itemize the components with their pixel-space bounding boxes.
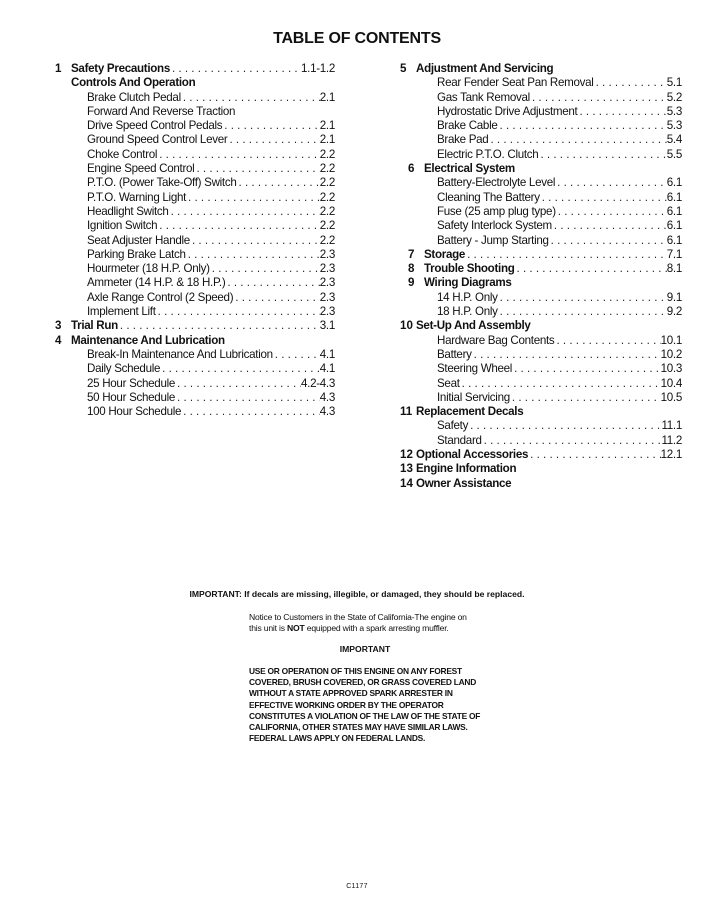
toc-leader-dots (175, 391, 320, 405)
toc-entry-label: Optional Accessories (416, 448, 529, 462)
toc-entry-page: 2.3 (319, 305, 335, 319)
toc-entry-page: 5.3 (666, 104, 682, 118)
toc-entry-page: 6.1 (666, 233, 682, 247)
toc-entry-page: 12.1 (660, 448, 682, 462)
toc-entry-page: 1.1-1.2 (301, 62, 335, 75)
toc-entry (55, 191, 335, 205)
toc-entry (55, 162, 335, 176)
toc-leader-dots (512, 362, 661, 376)
toc-leader-dots (594, 76, 667, 90)
toc-entry-number: 9 (408, 276, 415, 290)
toc-entry (400, 348, 682, 362)
toc-entry-label: Hourmeter (18 H.P. Only) (87, 262, 210, 276)
toc-leader-dots (157, 148, 320, 162)
toc-leader-dots (556, 205, 667, 219)
toc-entry (55, 219, 335, 233)
toc-entry-label: Axle Range Control (2 Speed) (87, 290, 234, 304)
toc-leader-dots (222, 119, 320, 133)
toc-entry-page: 4.1 (319, 347, 335, 361)
toc-entry (55, 291, 335, 305)
toc-leader-dots (549, 234, 667, 248)
toc-entry-page: 2.1 (319, 133, 335, 147)
california-notice-text (249, 612, 481, 634)
toc-entry-number: 11 (400, 405, 413, 419)
toc-entry (400, 262, 682, 276)
toc-leader-dots (538, 148, 666, 162)
notice-text-after: equipped with a spark arresting muffler. (304, 623, 449, 633)
toc-entry-page: 2.2 (319, 233, 335, 247)
toc-entry-label: Replacement Decals (416, 405, 524, 419)
toc-entry (400, 291, 682, 305)
toc-entry (400, 362, 682, 376)
toc-entry-page: 8.1 (666, 262, 682, 276)
toc-entry-page: 11.2 (661, 433, 682, 447)
toc-entry-label: Electric P.T.O. Clutch (437, 147, 539, 161)
toc-leader-dots (498, 305, 667, 319)
toc-entry-label: P.T.O. (Power Take-Off) Switch (87, 176, 237, 190)
toc-entry-page: 7.1 (666, 247, 682, 261)
toc-entry (400, 205, 682, 219)
toc-entry (400, 448, 682, 462)
toc-entry-page: 5.3 (666, 119, 682, 133)
toc-leader-dots (170, 62, 301, 76)
toc-entry-number: 4 (55, 333, 62, 347)
toc-entry (400, 105, 682, 119)
toc-entry-page: 10.1 (660, 333, 682, 347)
toc-left-column (55, 62, 335, 419)
toc-entry (55, 76, 335, 90)
toc-entry-page: 4.1 (319, 362, 335, 376)
toc-entry-label: Electrical System (424, 162, 515, 176)
toc-entry-label: Set-Up And Assembly (416, 319, 531, 333)
toc-entry-label: Battery-Electrolyte Level (437, 176, 556, 190)
toc-entry (400, 176, 682, 190)
toc-entry (400, 234, 682, 248)
toc-entry (400, 191, 682, 205)
toc-leader-dots (273, 348, 320, 362)
california-notice (249, 612, 481, 744)
toc-entry-label: Brake Clutch Pedal (87, 90, 181, 104)
notice-text-before: Notice to Customers in the State of California-The engine on this unit is (249, 612, 467, 633)
toc-entry-page: 6.1 (666, 176, 682, 190)
toc-leader-dots (555, 176, 667, 190)
toc-entry-page: 10.5 (660, 390, 682, 404)
toc-entry-page: 5.4 (666, 133, 682, 147)
toc-entry (55, 262, 335, 276)
toc-entry-page: 2.3 (319, 262, 335, 276)
page-title: TABLE OF CONTENTS (273, 30, 441, 47)
toc-leader-dots (156, 305, 320, 319)
toc-entry-label: Hardware Bag Contents (437, 333, 555, 347)
toc-entry-label: Rear Fender Seat Pan Removal (437, 76, 594, 90)
toc-entry-page: 11.1 (661, 419, 682, 433)
toc-entry (400, 76, 682, 90)
toc-entry-label: Storage (424, 247, 466, 261)
toc-right-column (400, 62, 682, 491)
toc-leader-dots (233, 291, 320, 305)
toc-entry-label: 18 H.P. Only (437, 305, 498, 319)
toc-leader-dots (118, 319, 320, 333)
toc-leader-dots (515, 262, 667, 276)
toc-leader-dots (227, 133, 319, 147)
toc-entry-label: Safety Precautions (71, 62, 170, 75)
toc-entry-label: Hydrostatic Drive Adjustment (437, 104, 578, 118)
toc-entry (55, 305, 335, 319)
toc-entry (400, 219, 682, 233)
toc-entry-label: Safety (437, 419, 469, 433)
toc-entry-page: 2.2 (319, 147, 335, 161)
toc-entry-page: 6.1 (666, 204, 682, 218)
toc-entry-label: Gas Tank Removal (437, 90, 530, 104)
toc-entry-label: 14 H.P. Only (437, 290, 498, 304)
toc-leader-dots (186, 248, 320, 262)
toc-entry-number: 5 (400, 62, 407, 75)
toc-entry (400, 391, 682, 405)
toc-entry (55, 119, 335, 133)
toc-entry-label: Trial Run (71, 319, 118, 333)
toc-entry (55, 391, 335, 405)
toc-entry-label: 100 Hour Schedule (87, 405, 182, 419)
document-code: C1177 (346, 883, 368, 890)
toc-leader-dots (210, 262, 320, 276)
toc-leader-dots (465, 248, 667, 262)
toc-entry-page: 9.1 (666, 290, 682, 304)
toc-entry (55, 148, 335, 162)
toc-entry (55, 248, 335, 262)
toc-entry-label: Headlight Switch (87, 204, 169, 218)
toc-entry (400, 434, 682, 448)
toc-entry-label: Standard (437, 433, 482, 447)
toc-entry (400, 119, 682, 133)
toc-entry-page: 5.5 (666, 147, 682, 161)
toc-entry (400, 276, 682, 290)
toc-entry (55, 348, 335, 362)
toc-entry-label: Brake Pad (437, 133, 489, 147)
toc-entry (55, 334, 335, 348)
toc-entry-label: Implement Lift (87, 305, 156, 319)
toc-entry-page: 5.2 (666, 90, 682, 104)
toc-leader-dots (157, 219, 320, 233)
toc-leader-dots (552, 219, 667, 233)
toc-entry-page: 9.2 (666, 305, 682, 319)
toc-entry (55, 362, 335, 376)
toc-entry (400, 462, 682, 476)
toc-entry (55, 377, 335, 391)
toc-leader-dots (498, 291, 667, 305)
toc-entry (55, 91, 335, 105)
toc-entry (400, 133, 682, 147)
toc-entry-label: Ground Speed Control Lever (87, 133, 228, 147)
toc-leader-dots (181, 405, 320, 419)
toc-entry (55, 405, 335, 419)
spark-arrester-warning: USE OR OPERATION OF THIS ENGINE ON ANY FOREST COVERED, BRUSH COVERED, OR GRASS COVERED LAND WITHOUT A STATE APPROVED SPARK ARRESTER IN EFFECTIVE WORKING ORDER BY THE OPERATOR CONSTITUTES A VIOLATION OF THE LAW OF THE STATE OF CALIFORNIA, OTHER STATES MAY HAVE SIMILAR LAWS. FEDERAL LAWS APPLY ON FEDERAL LANDS. (249, 666, 481, 744)
toc-leader-dots (498, 119, 667, 133)
toc-entry (55, 205, 335, 219)
toc-entry-number: 1 (55, 62, 62, 75)
toc-entry-number: 3 (55, 319, 62, 333)
toc-entry-label: Battery (437, 347, 472, 361)
toc-leader-dots (528, 448, 660, 462)
toc-leader-dots (194, 162, 319, 176)
toc-entry-label: Ignition Switch (87, 219, 158, 233)
toc-entry-page: 3.1 (319, 319, 335, 333)
toc-leader-dots (540, 191, 667, 205)
toc-entry-label: Drive Speed Control Pedals (87, 119, 223, 133)
toc-leader-dots (190, 234, 320, 248)
toc-entry-page: 2.3 (319, 290, 335, 304)
toc-entry (400, 419, 682, 433)
toc-entry-page: 2.3 (319, 247, 335, 261)
toc-entry-label: Fuse (25 amp plug type) (437, 204, 556, 218)
toc-entry (400, 477, 682, 491)
toc-entry-number: 6 (408, 162, 415, 176)
toc-leader-dots (482, 434, 662, 448)
toc-entry (400, 405, 682, 419)
toc-entry-page: 2.2 (319, 176, 335, 190)
toc-entry-label: Seat Adjuster Handle (87, 233, 190, 247)
toc-entry-page: 2.2 (319, 219, 335, 233)
toc-entry-label: Daily Schedule (87, 362, 161, 376)
toc-entry-label: Seat (437, 376, 460, 390)
toc-entry-label: Forward And Reverse Traction (87, 104, 236, 118)
toc-entry-number: 10 (400, 319, 413, 333)
toc-leader-dots (488, 133, 666, 147)
toc-entry (400, 148, 682, 162)
toc-entry (400, 62, 682, 76)
notice-text-bold: NOT (287, 623, 305, 633)
toc-entry-label: Break-In Maintenance And Lubrication (87, 347, 273, 361)
toc-entry-number: 8 (408, 262, 415, 276)
toc-entry-page: 4.3 (319, 405, 335, 419)
toc-entry-label: Adjustment And Servicing (416, 62, 554, 75)
toc-entry-page: 10.2 (660, 347, 682, 361)
toc-leader-dots (530, 91, 667, 105)
toc-entry-label: Wiring Diagrams (424, 276, 512, 290)
toc-leader-dots (460, 377, 661, 391)
toc-entry-label: Engine Speed Control (87, 162, 195, 176)
toc-entry-label: Brake Cable (437, 119, 498, 133)
toc-entry-label: Maintenance And Lubrication (71, 333, 225, 347)
toc-entry (55, 234, 335, 248)
toc-entry-label: Safety Interlock System (437, 219, 552, 233)
toc-entry-label: Parking Brake Latch (87, 247, 186, 261)
toc-entry (55, 319, 335, 333)
toc-leader-dots (472, 348, 661, 362)
toc-entry (400, 162, 682, 176)
toc-entry-label: 25 Hour Schedule (87, 376, 176, 390)
notice-heading: IMPORTANT (339, 644, 391, 654)
toc-entry (400, 334, 682, 348)
toc-entry-label: Cleaning The Battery (437, 190, 540, 204)
toc-entry-page: 5.1 (666, 76, 682, 90)
toc-leader-dots (169, 205, 320, 219)
toc-leader-dots (181, 91, 320, 105)
toc-entry-page: 10.4 (660, 376, 682, 390)
toc-entry-number: 14 (400, 476, 413, 490)
toc-entry-page: 2.2 (319, 190, 335, 204)
toc-leader-dots (510, 391, 661, 405)
toc-entry-page: 4.2-4.3 (301, 376, 335, 390)
toc-entry (400, 248, 682, 262)
toc-entry-label: Engine Information (416, 462, 517, 476)
toc-entry-page: 6.1 (666, 190, 682, 204)
toc-entry (400, 319, 682, 333)
toc-entry-label: Steering Wheel (437, 362, 513, 376)
toc-entry-page: 2.2 (319, 162, 335, 176)
toc-entry-number: 12 (400, 448, 413, 462)
toc-entry-label: P.T.O. Warning Light (87, 190, 187, 204)
toc-entry (400, 377, 682, 391)
toc-leader-dots (577, 105, 666, 119)
toc-leader-dots (237, 176, 320, 190)
toc-entry (55, 176, 335, 190)
toc-entry (400, 305, 682, 319)
toc-entry (400, 91, 682, 105)
toc-entry-page: 4.3 (319, 390, 335, 404)
toc-entry-page: 2.1 (319, 119, 335, 133)
toc-entry-page: 2.2 (319, 204, 335, 218)
toc-entry-label: Ammeter (14 H.P. & 18 H.P.) (87, 276, 226, 290)
toc-entry-label: Battery - Jump Starting (437, 233, 549, 247)
toc-leader-dots (186, 191, 320, 205)
toc-entry-page: 10.3 (660, 362, 682, 376)
toc-entry (55, 276, 335, 290)
toc-entry-label: Owner Assistance (416, 476, 512, 490)
toc-entry-page: 6.1 (666, 219, 682, 233)
toc-entry-label: 50 Hour Schedule (87, 390, 176, 404)
toc-leader-dots (160, 362, 320, 376)
toc-entry-label: Choke Control (87, 147, 158, 161)
toc-entry-label: Initial Servicing (437, 390, 510, 404)
toc-leader-dots (554, 334, 660, 348)
toc-entry (55, 105, 335, 119)
toc-entry-page: 2.3 (319, 276, 335, 290)
toc-entry-page: 2.1 (319, 90, 335, 104)
toc-entry-number: 13 (400, 462, 413, 476)
important-decals-notice: IMPORTANT: If decals are missing, illegible, or damaged, they should be replaced. (189, 589, 525, 599)
toc-leader-dots (468, 419, 661, 433)
toc-entry-label: Trouble Shooting (424, 262, 515, 276)
toc-entry-number: 7 (408, 247, 415, 261)
toc-entry (55, 62, 335, 76)
toc-leader-dots (175, 377, 301, 391)
toc-entry (55, 133, 335, 147)
toc-entry-label: Controls And Operation (71, 76, 196, 90)
toc-leader-dots (225, 276, 319, 290)
